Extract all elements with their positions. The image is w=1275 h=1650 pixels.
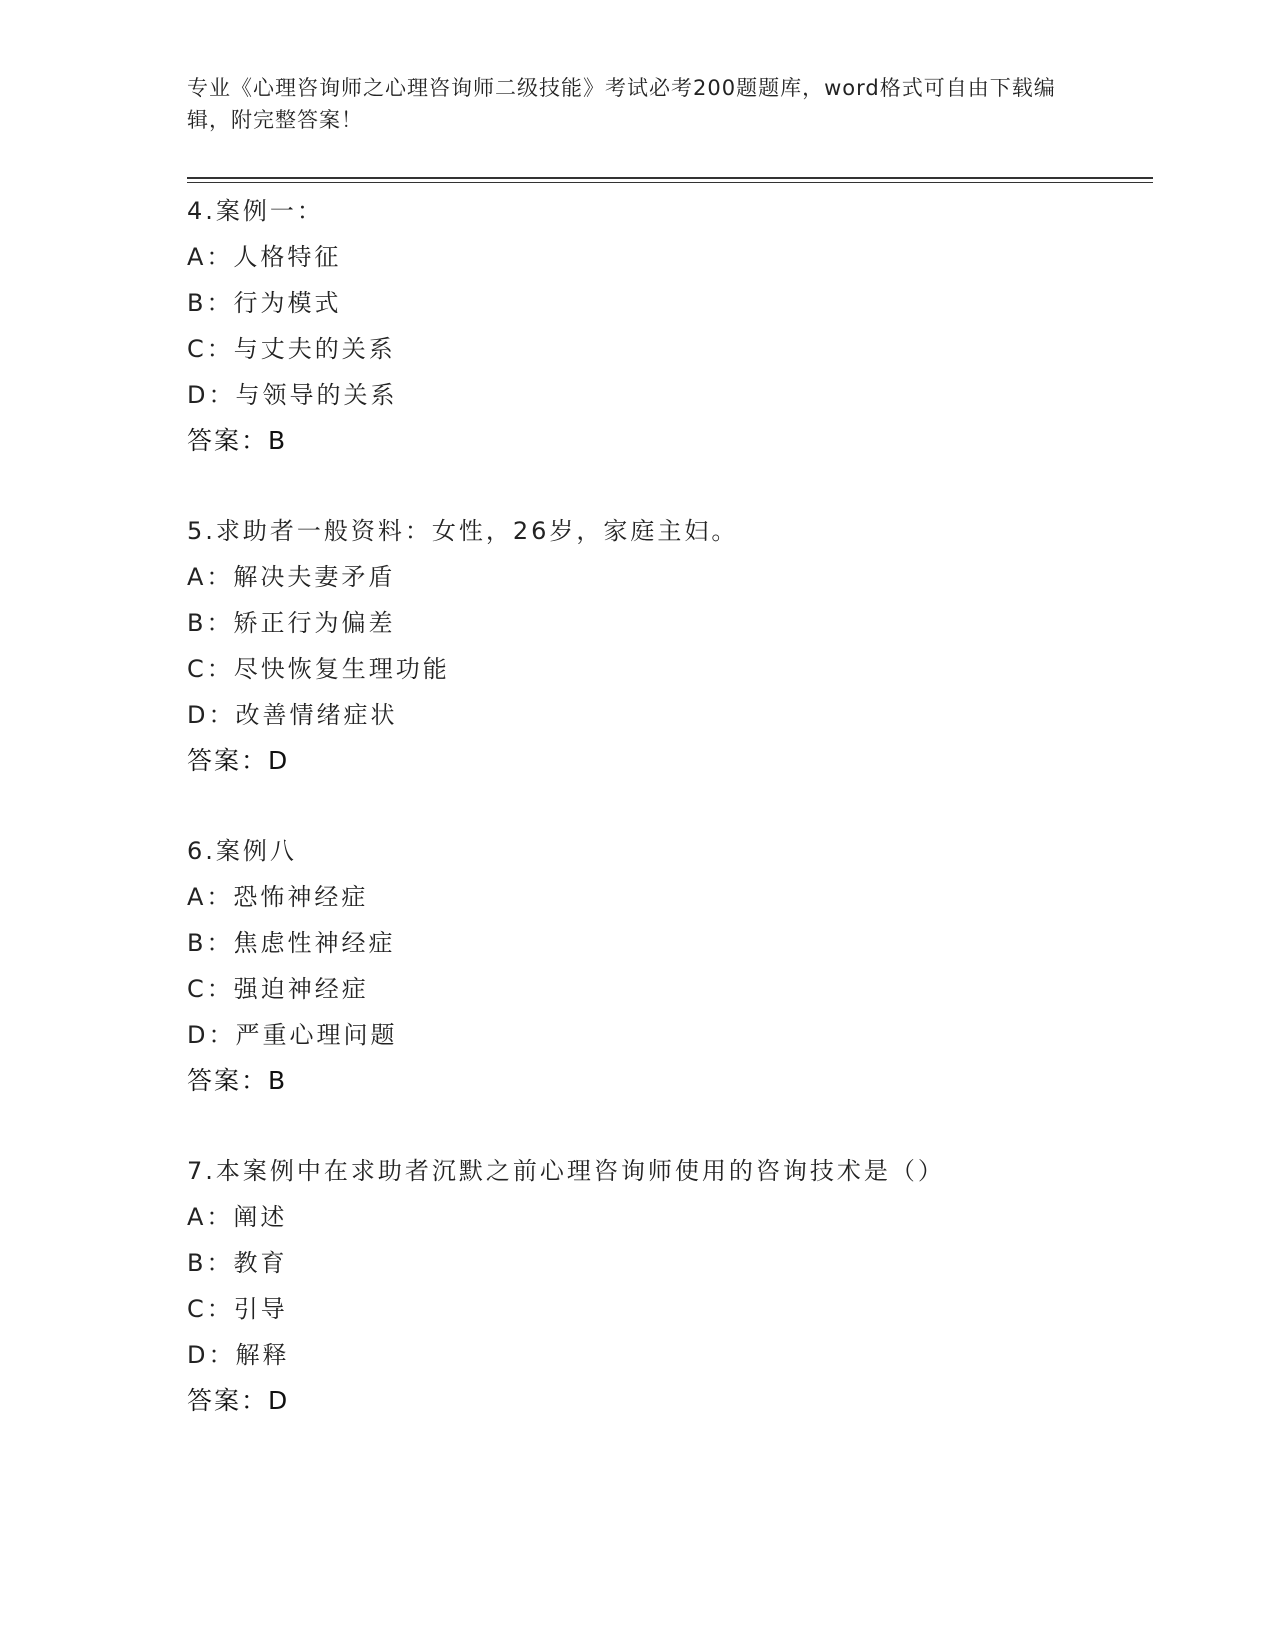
option-b: B：焦虑性神经症 (187, 929, 396, 957)
answer-label: 答案： (187, 746, 269, 775)
document-header: 专业《心理咨询师之心理咨询师二级技能》考试必考200题题库，word格式可自由下载编辑，附完整答案！ (187, 76, 1056, 132)
option-a: A：阐述 (187, 1203, 288, 1231)
answer-label: 答案： (187, 1386, 269, 1415)
question-title: 5.求助者一般资料：女性，26岁，家庭主妇。 (187, 517, 739, 545)
question-title: 7.本案例中在求助者沉默之前心理咨询师使用的咨询技术是（） (187, 1157, 945, 1185)
option-d: D：改善情绪症状 (187, 701, 398, 729)
option-d: D：与领导的关系 (187, 381, 398, 409)
option-a: A：解决夫妻矛盾 (187, 563, 396, 591)
question-6 (187, 828, 1153, 1104)
question-7 (187, 1148, 1153, 1424)
answer-label: 答案： (187, 426, 269, 455)
option-a: A：人格特征 (187, 243, 342, 271)
option-b: B：矫正行为偏差 (187, 609, 396, 637)
answer-value: D (268, 1386, 289, 1415)
answer-value: B (268, 1066, 287, 1095)
question-5 (187, 508, 1153, 784)
option-a: A：恐怖神经症 (187, 883, 369, 911)
answer-line (187, 738, 1153, 784)
option-c: C：引导 (187, 1295, 288, 1323)
option-c: C：尽快恢复生理功能 (187, 655, 450, 683)
option-c: C：与丈夫的关系 (187, 335, 396, 363)
question-title: 6.案例八 (187, 837, 297, 865)
answer-value: B (268, 426, 287, 455)
answer-line (187, 1058, 1153, 1104)
question-title: 4.案例一： (187, 197, 324, 225)
answer-line (187, 1378, 1153, 1424)
question-4 (187, 188, 1153, 464)
option-b: B：教育 (187, 1249, 288, 1277)
option-d: D：解释 (187, 1341, 290, 1369)
question-list (187, 188, 1153, 1424)
answer-line (187, 418, 1153, 464)
option-b: B：行为模式 (187, 289, 342, 317)
answer-value: D (268, 746, 289, 775)
option-c: C：强迫神经症 (187, 975, 369, 1003)
answer-label: 答案： (187, 1066, 269, 1095)
header-divider (187, 177, 1153, 183)
option-d: D：严重心理问题 (187, 1021, 398, 1049)
